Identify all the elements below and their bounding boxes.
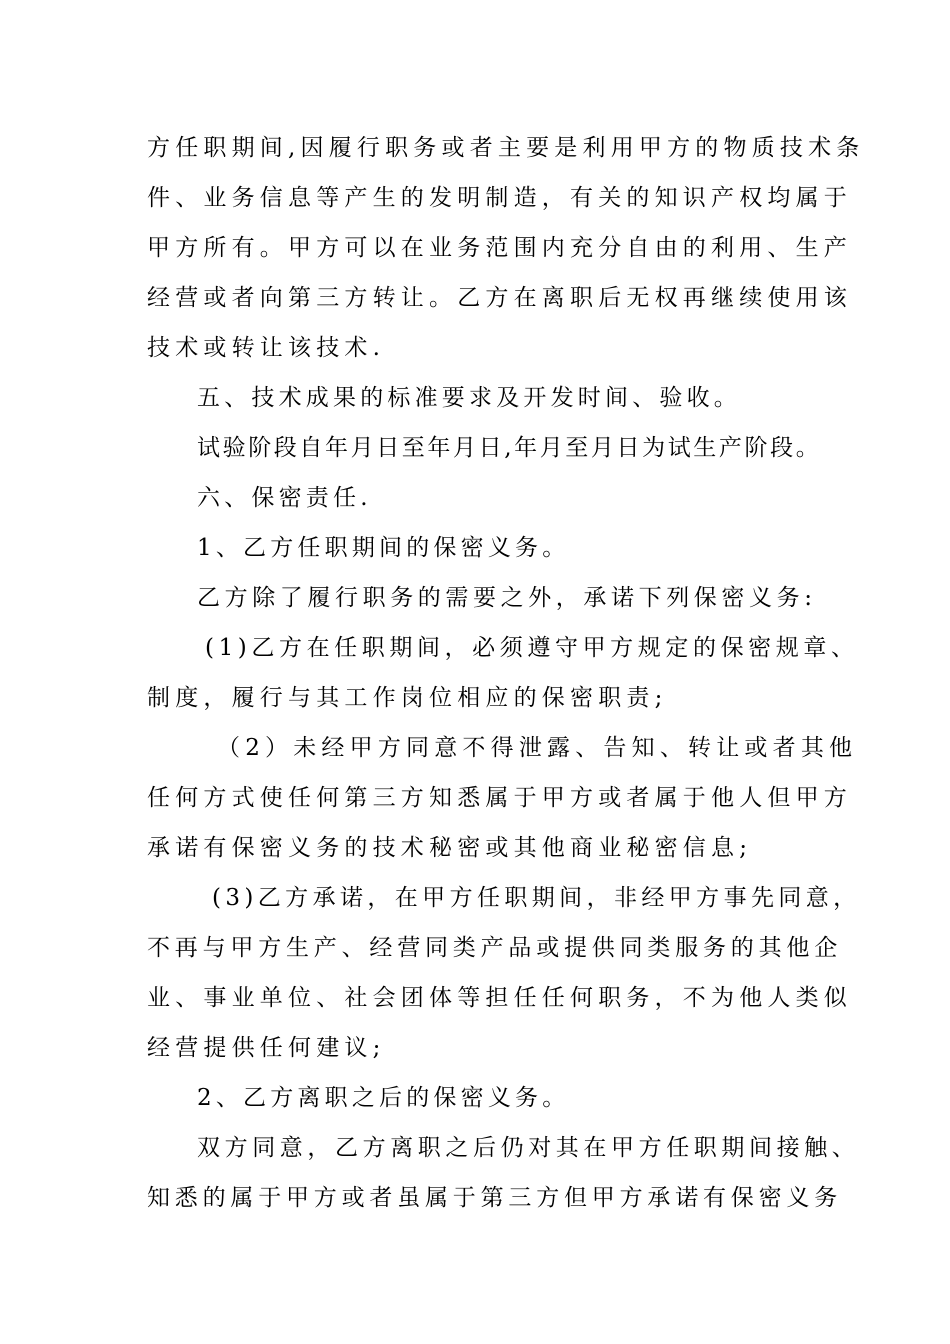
text-line: 技术或转让该技术. [147,335,386,361]
text-line: 不再与甲方生产、经营同类产品或提供同类服务的其他企 [147,935,842,961]
subsection-heading: 1、乙方任职期间的保密义务。 [197,535,570,561]
text-line: 方任职期间,因履行职务或者主要是利用甲方的物质技术条 [147,135,865,161]
text-line: 双方同意，乙方离职之后仍对其在甲方任职期间接触、 [197,1135,860,1161]
text-line: 经营提供任何建议; [147,1035,386,1061]
text-line: 任何方式使任何第三方知悉属于甲方或者属于他人但甲方 [147,785,852,811]
text-line: 试验阶段自年月日至年月日,年月至月日为试生产阶段。 [197,435,822,461]
text-line: 业、事业单位、社会团体等担任任何职务，不为他人类似 [147,985,852,1011]
text-line: 制度，履行与其工作岗位相应的保密职责; [147,685,668,711]
text-line: 甲方所有。甲方可以在业务范围内充分自由的利用、生产 [147,235,852,261]
section-heading: 五、技术成果的标准要求及开发时间、验收。 [197,385,741,411]
text-line: 乙方除了履行职务的需要之外，承诺下列保密义务: [197,585,817,611]
list-item: (3)乙方承诺，在甲方任职期间，非经甲方事先同意， [212,885,861,911]
text-line: 件、业务信息等产生的发明制造，有关的知识产权均属于 [147,185,852,211]
text-line: 承诺有保密义务的技术秘密或其他商业秘密信息; [147,835,753,861]
section-heading: 六、保密责任. [197,485,372,511]
text-line: 知悉的属于甲方或者虽属于第三方但甲方承诺有保密义务 [147,1185,842,1211]
list-item: (1)乙方在任职期间，必须遵守甲方规定的保密规章、 [205,635,859,661]
text-line: 经营或者向第三方转让。乙方在离职后无权再继续使用该 [147,285,852,311]
subsection-heading: 2、乙方离职之后的保密义务。 [197,1085,570,1111]
list-item: （2）未经甲方同意不得泄露、告知、转让或者其他 [217,735,858,761]
